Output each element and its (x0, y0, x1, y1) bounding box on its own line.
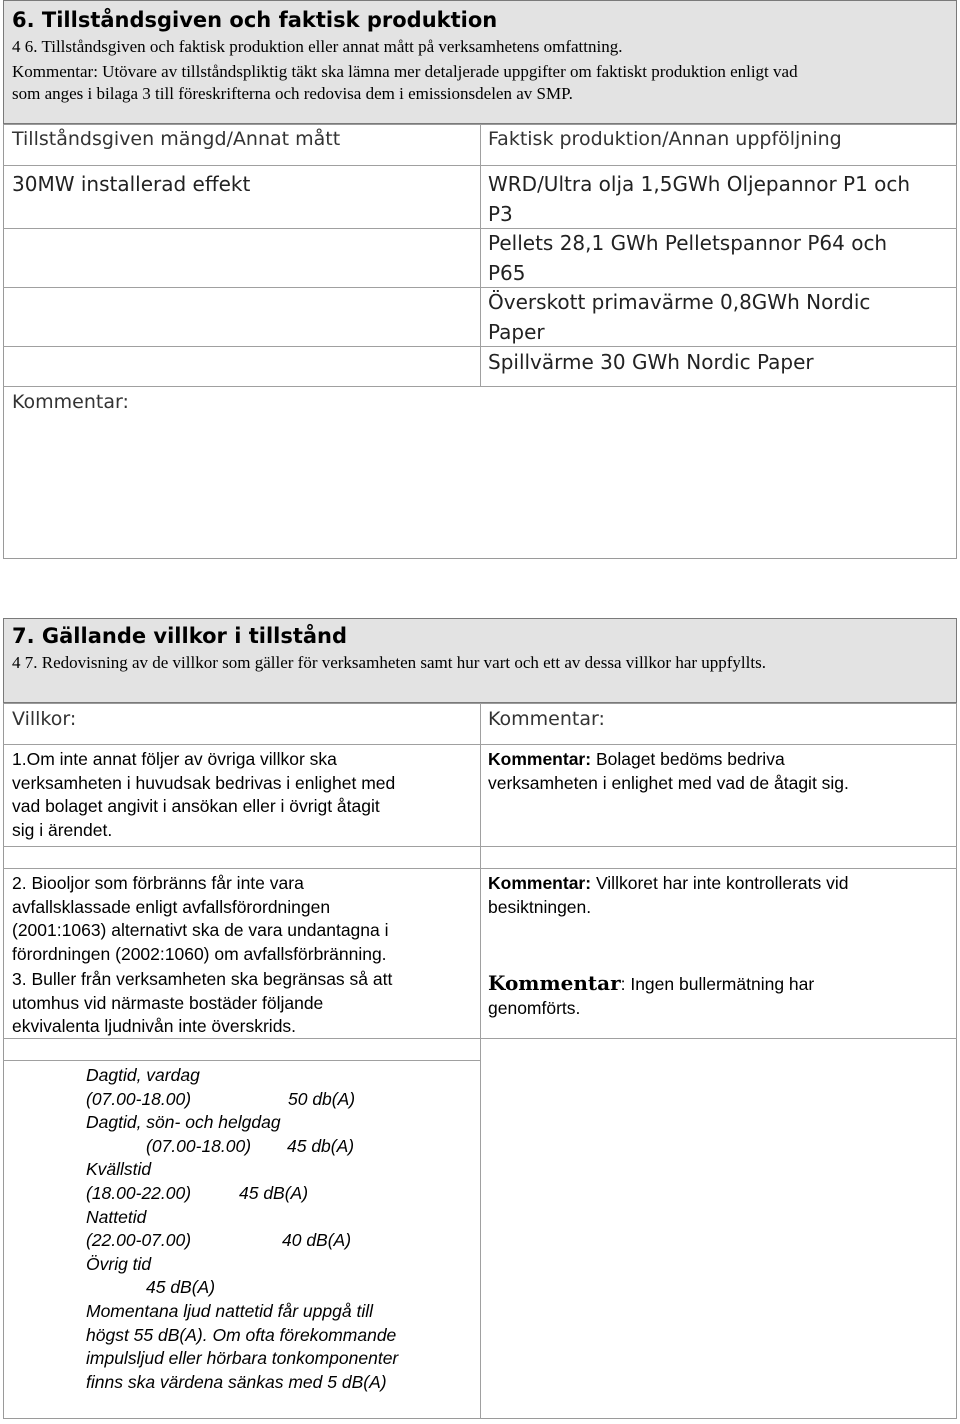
comment-line: besiktningen. (488, 896, 592, 917)
noise-limits (86, 1064, 476, 1394)
noise-note-line: högst 55 dB(A). Om ofta förekommande (86, 1324, 397, 1345)
comment-keyword: Kommentar (488, 971, 621, 995)
actual-production-oil (488, 170, 910, 229)
conditions-header: Villkor: (12, 708, 77, 730)
actual-line: Paper (488, 319, 545, 344)
row-divider (3, 846, 957, 847)
actual-line: Spillvärme 30 GWh Nordic Paper (488, 350, 814, 374)
comment-line: verksamheten i enlighet med vad de åtagit sig. (488, 772, 849, 793)
condition-1-comment (488, 748, 849, 795)
comments-header: Kommentar: (488, 708, 605, 730)
actual-line: Pellets 28,1 GWh Pelletspannor P64 och (488, 231, 888, 255)
condition-line: 3. Buller från verksamheten ska begränsas så att (12, 969, 393, 989)
comment-line: genomförts. (488, 997, 581, 1018)
condition-2-text (12, 872, 389, 966)
condition-line: 1.Om inte annat följer av övriga villkor ska (12, 749, 337, 769)
section-6-heading: 6. Tillståndsgiven och faktisk produktion (12, 8, 498, 32)
comment-text: : Ingen bullermätning har (620, 974, 815, 994)
noise-period: Övrig tid (86, 1253, 152, 1274)
condition-line: (2001:1063) alternativt ska de vara undantagna i (12, 920, 389, 941)
condition-1-text (12, 748, 395, 842)
row-divider (3, 868, 957, 869)
noise-period: Dagtid, vardag (86, 1065, 200, 1085)
comment-text: Villkoret har inte kontrollerats vid (591, 873, 849, 893)
noise-row (86, 1088, 476, 1112)
row-divider (3, 744, 957, 745)
noise-level: 40 dB(A) (282, 1230, 352, 1251)
row-divider (3, 165, 957, 166)
noise-note-line: Momentana ljud nattetid får uppgå till (86, 1300, 373, 1321)
section-6-comment-line-2: som anges i bilaga 3 till föreskrifterna och redovisa dem i emissionsdelen av SMP. (12, 84, 573, 103)
production-comment-label: Kommentar: (12, 391, 129, 413)
noise-note-line: impulsljud eller hörbara tonkomponenter (86, 1348, 399, 1369)
condition-3-text (12, 968, 392, 1039)
condition-line: utomhus vid närmaste bostäder följande (12, 992, 324, 1013)
condition-2-comment (488, 872, 849, 919)
row-divider (3, 1060, 481, 1061)
noise-level: 45 dB(A) (146, 1277, 216, 1298)
permitted-amount-value: 30MW installerad effekt (12, 172, 251, 196)
condition-line: 2. Biooljor som förbränns får inte vara (12, 873, 304, 893)
conditions-table-divider (480, 703, 481, 1419)
actual-production-primary-heat (488, 288, 870, 347)
actual-line: P3 (488, 201, 513, 226)
actual-production-waste-heat (488, 348, 814, 378)
comment-line (488, 748, 849, 772)
condition-line: ekvivalenta ljudnivån inte överskrids. (12, 1016, 297, 1037)
noise-period: Nattetid (86, 1206, 147, 1227)
comment-line (488, 972, 814, 997)
comment-keyword: Kommentar: (488, 749, 592, 769)
noise-period: Kvällstid (86, 1159, 152, 1180)
actual-line: P65 (488, 260, 526, 285)
condition-3-comment (488, 972, 814, 1020)
noise-level: 50 db(A) (288, 1088, 356, 1109)
condition-line: sig i ärendet. (12, 819, 113, 840)
comment-text: Bolaget bedöms bedriva (591, 749, 785, 769)
comment-line (488, 872, 849, 896)
actual-line: WRD/Ultra olja 1,5GWh Oljepannor P1 och (488, 172, 911, 196)
row-divider (3, 386, 957, 387)
actual-production-header: Faktisk produktion/Annan uppföljning (488, 128, 842, 150)
noise-row (86, 1182, 476, 1206)
condition-line: avfallsklassade enligt avfallsförordningen (12, 896, 331, 917)
noise-level: 45 dB(A) (239, 1182, 309, 1203)
noise-row (86, 1276, 476, 1300)
section-7-description: 4 7. Redovisning av de villkor som gäller för verksamheten samt hur vart och ett av dessa villkor har uppfyllts. (12, 653, 766, 672)
noise-time: (22.00-07.00) (86, 1230, 192, 1251)
section-7-heading: 7. Gällande villkor i tillstånd (12, 624, 348, 648)
condition-line: förordningen (2002:1060) om avfallsförbränning. (12, 943, 387, 964)
noise-time: (18.00-22.00) (86, 1182, 192, 1203)
noise-note-line: finns ska värdena sänkas med 5 dB(A) (86, 1371, 387, 1392)
actual-production-pellets (488, 229, 887, 288)
noise-time: (07.00-18.00) (86, 1088, 192, 1109)
section-6-comment-line-1: Kommentar: Utövare av tillståndspliktig täkt ska lämna mer detaljerade uppgifter om faktiskt produktion enligt vad (12, 62, 798, 81)
noise-row (86, 1135, 476, 1159)
actual-line: Överskott primavärme 0,8GWh Nordic (488, 290, 871, 314)
noise-level: 45 db(A) (287, 1135, 355, 1156)
condition-line: vad bolaget angivit i ansökan eller i övrigt åtagit (12, 796, 380, 817)
noise-row (86, 1229, 476, 1253)
noise-period: Dagtid, sön- och helgdag (86, 1112, 281, 1133)
comment-keyword: Kommentar: (488, 873, 592, 893)
permitted-amount-header: Tillståndsgiven mängd/Annat mått (12, 128, 341, 150)
section-6-description: 4 6. Tillståndsgiven och faktisk produktion eller annat mått på verksamhetens omfattning. (12, 37, 623, 56)
noise-time: (07.00-18.00) (146, 1135, 252, 1156)
condition-line: verksamheten i huvudsak bedrivas i enlighet med (12, 772, 396, 793)
